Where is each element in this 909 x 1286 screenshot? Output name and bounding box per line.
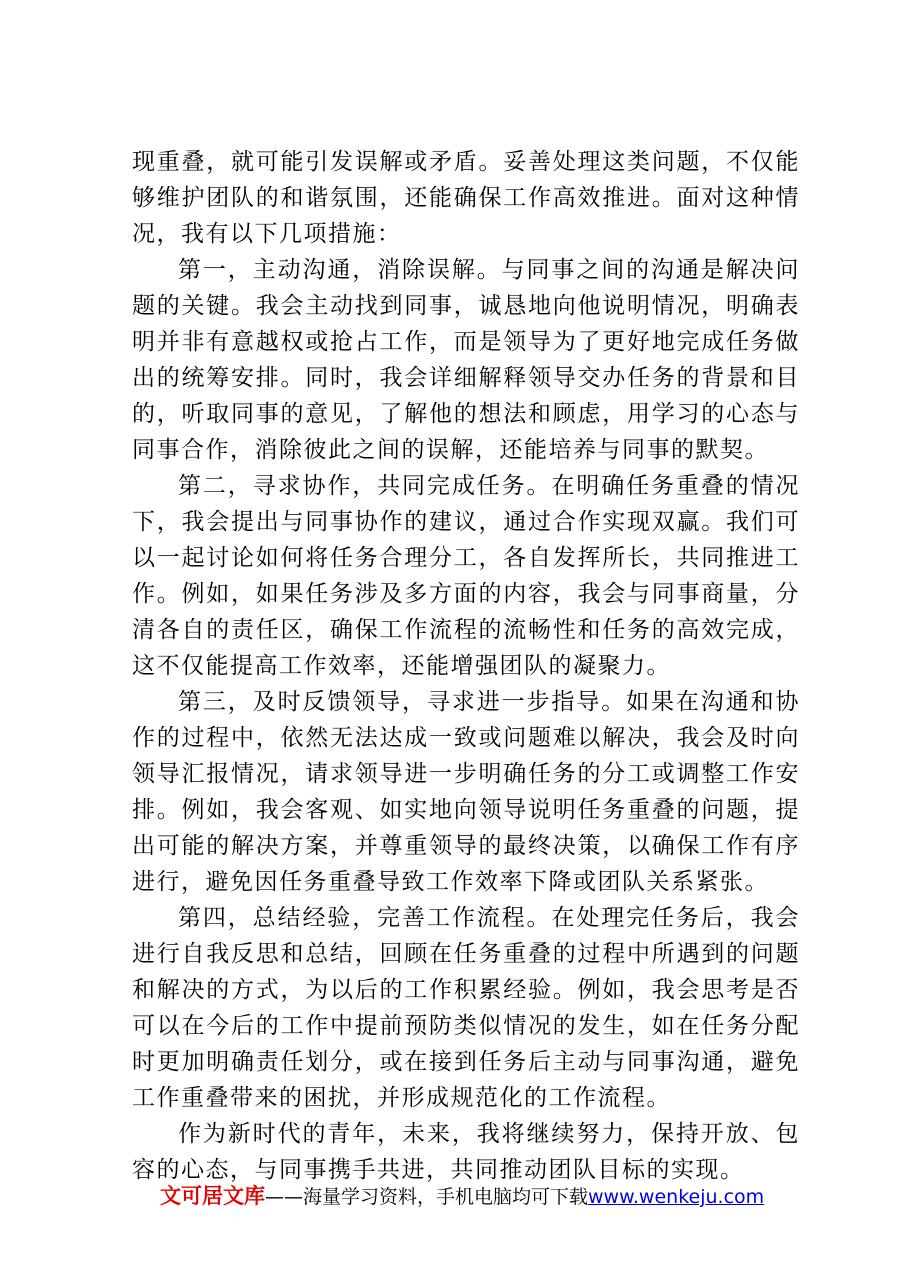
paragraph-measure-4: 第四，总结经验，完善工作流程。在处理完任务后，我会进行自我反思和总结，回顾在任务重叠的过程中所遇到的问题和解决的方式，为以后的工作积累经验。例如，我会思考是否可以在今后的工作中提前预防类似情况的发生，如在任务分配时更加明确责任划分，或在接到任务后主动与同事沟通，避免工作重叠带来的困扰，并形成规范化的工作流程。 xyxy=(132,905,800,1111)
footer-website-link[interactable]: www.wenkeju.com xyxy=(588,1186,765,1208)
footer-brand: 文可居文库 xyxy=(160,1184,265,1208)
document-body xyxy=(132,144,800,1188)
paragraph-measure-3: 第三，及时反馈领导，寻求进一步指导。如果在沟通和协作的过程中，依然无法达成一致或问题难以解决，我会及时向领导汇报情况，请求领导进一步明确任务的分工或调整工作安排。例如，我会客观、如实地向领导说明任务重叠的问题，提出可能的解决方案，并尊重领导的最终决策，以确保工作有序进行，避免因任务重叠导致工作效率下降或团队关系紧张。 xyxy=(132,689,800,895)
footer-banner xyxy=(160,1183,800,1210)
paragraph-conclusion: 作为新时代的青年，未来，我将继续努力，保持开放、包容的心态，与同事携手共进，共同推动团队目标的实现。 xyxy=(132,1121,800,1183)
paragraph-intro-continuation: 现重叠，就可能引发误解或矛盾。妥善处理这类问题，不仅能够维护团队的和谐氛围，还能确保工作高效推进。面对这种情况，我有以下几项措施： xyxy=(132,149,800,247)
paragraph-measure-1: 第一，主动沟通，消除误解。与同事之间的沟通是解决问题的关键。我会主动找到同事，诚恳地向他说明情况，明确表明并非有意越权或抢占工作，而是领导为了更好地完成任务做出的统筹安排。同时，我会详细解释领导交办任务的背景和目的，听取同事的意见，了解他的想法和顾虑，用学习的心态与同事合作，消除彼此之间的误解，还能培养与同事的默契。 xyxy=(132,257,800,463)
paragraph-measure-2: 第二，寻求协作，共同完成任务。在明确任务重叠的情况下，我会提出与同事协作的建议，通过合作实现双赢。我们可以一起讨论如何将任务合理分工，各自发挥所长，共同推进工作。例如，如果任务涉及多方面的内容，我会与同事商量，分清各自的责任区，确保工作流程的流畅性和任务的高效完成，这不仅能提高工作效率，还能增强团队的凝聚力。 xyxy=(132,473,800,679)
footer-tagline: ——海量学习资料，手机电脑均可下载 xyxy=(265,1186,589,1208)
